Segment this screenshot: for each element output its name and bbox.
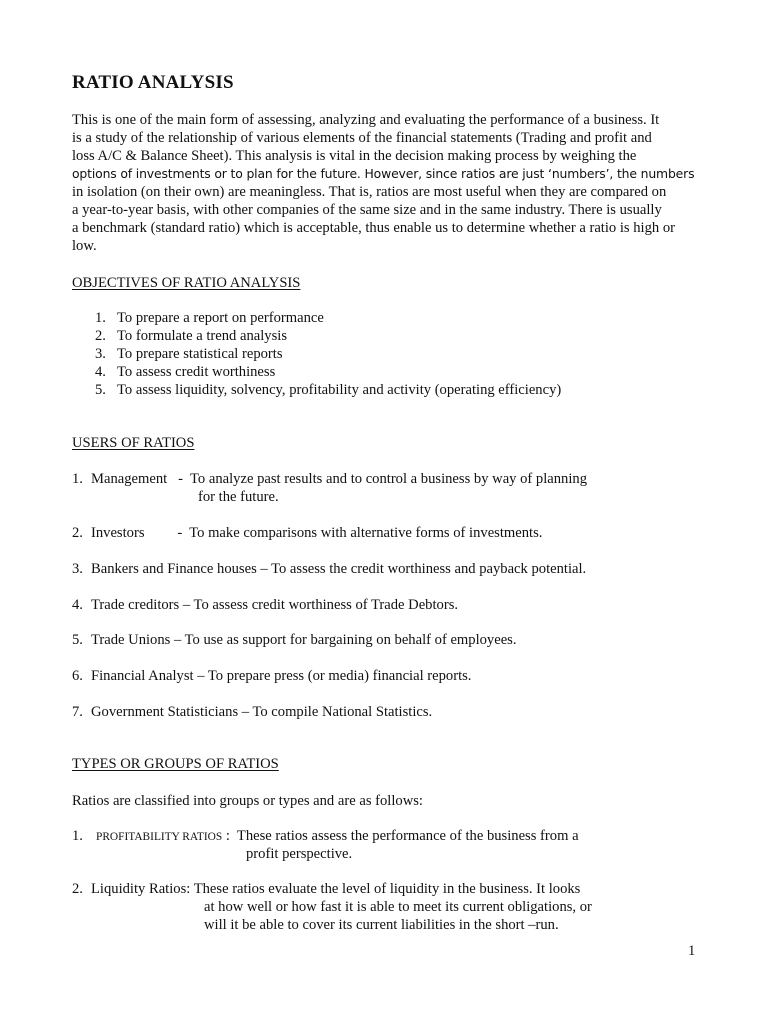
user-item — [72, 596, 458, 614]
list-number: 4. — [95, 364, 106, 380]
list-text: Management - To analyze past results and to control a business by way of planning — [91, 471, 587, 487]
intro-line: in isolation (on their own) are meaningless. That is, ratios are most useful when they are compared on — [72, 184, 667, 200]
objectives-list — [95, 309, 561, 399]
list-text: Government Statisticians – To compile National Statistics. — [91, 704, 433, 720]
list-item — [95, 309, 561, 327]
page-number: 1 — [688, 943, 696, 959]
type-label: PROFITABILITY RATIOS — [96, 831, 223, 843]
type-item-continuation: will it be able to cover its current liabilities in the short –run. — [204, 917, 559, 933]
intro-line: This is one of the main form of assessing, analyzing and evaluating the performance of a business. It — [72, 112, 660, 128]
user-item — [72, 560, 586, 578]
intro-line: loss A/C & Balance Sheet). This analysis is vital in the decision making process by weighing the — [72, 148, 637, 164]
list-item — [95, 327, 561, 345]
list-text: To prepare statistical reports — [117, 346, 283, 362]
list-number: 6. — [72, 668, 83, 684]
document-page — [72, 0, 700, 1024]
list-text: Trade creditors – To assess credit worthiness of Trade Debtors. — [91, 597, 459, 613]
type-item — [72, 827, 579, 846]
list-text: Trade Unions – To use as support for bargaining on behalf of employees. — [91, 632, 517, 648]
user-item — [72, 470, 587, 488]
types-intro: Ratios are classified into groups or types and are as follows: — [72, 793, 423, 809]
intro-line: a year-to-year basis, with other companies of the same size and in the same industry. There is usually — [72, 202, 662, 218]
list-text: Liquidity Ratios: These ratios evaluate the level of liquidity in the business. It looks — [91, 881, 581, 897]
list-number: 3. — [95, 346, 106, 362]
list-number: 1. — [72, 471, 83, 487]
intro-line: a benchmark (standard ratio) which is acceptable, thus enable us to determine whether a ratio is high or — [72, 220, 675, 236]
list-item — [95, 363, 561, 381]
list-number: 1. — [72, 828, 83, 844]
list-number: 4. — [72, 597, 83, 613]
list-text: To prepare a report on performance — [117, 310, 324, 326]
list-text: Bankers and Finance houses – To assess the credit worthiness and payback potential. — [91, 561, 587, 577]
intro-paragraph — [72, 111, 700, 255]
list-number: 1. — [95, 310, 106, 326]
list-text: : These ratios assess the performance of the business from a — [222, 828, 579, 844]
list-number: 2. — [72, 881, 83, 897]
user-item-continuation: for the future. — [198, 489, 279, 505]
list-number: 5. — [95, 382, 106, 398]
list-text: Financial Analyst – To prepare press (or media) financial reports. — [91, 668, 472, 684]
list-number: 3. — [72, 561, 83, 577]
user-item — [72, 631, 517, 649]
list-number: 5. — [72, 632, 83, 648]
list-item — [95, 381, 561, 399]
user-item — [72, 703, 432, 721]
list-number: 7. — [72, 704, 83, 720]
intro-line: low. — [72, 238, 97, 254]
users-heading: USERS OF RATIOS — [72, 435, 195, 451]
intro-line: options of investments or to plan for the future. However, since ratios are just ‘numbers’, the numbers — [72, 166, 695, 181]
types-heading: TYPES OR GROUPS OF RATIOS — [72, 756, 279, 772]
list-number: 2. — [95, 328, 106, 344]
list-text: To formulate a trend analysis — [117, 328, 287, 344]
list-text: Investors - To make comparisons with alternative forms of investments. — [91, 525, 543, 541]
intro-line: is a study of the relationship of various elements of the financial statements (Trading and profit and — [72, 130, 652, 146]
type-item — [72, 880, 580, 898]
list-item — [95, 345, 561, 363]
type-item-continuation: at how well or how fast it is able to meet its current obligations, or — [204, 899, 592, 915]
list-number: 2. — [72, 525, 83, 541]
list-text: To assess credit worthiness — [117, 364, 276, 380]
objectives-heading: OBJECTIVES OF RATIO ANALYSIS — [72, 275, 301, 291]
document-title: RATIO ANALYSIS — [72, 72, 234, 93]
user-item — [72, 667, 471, 685]
list-text: To assess liquidity, solvency, profitability and activity (operating efficiency) — [117, 382, 562, 398]
type-item-continuation: profit perspective. — [246, 846, 353, 862]
user-item — [72, 524, 542, 542]
